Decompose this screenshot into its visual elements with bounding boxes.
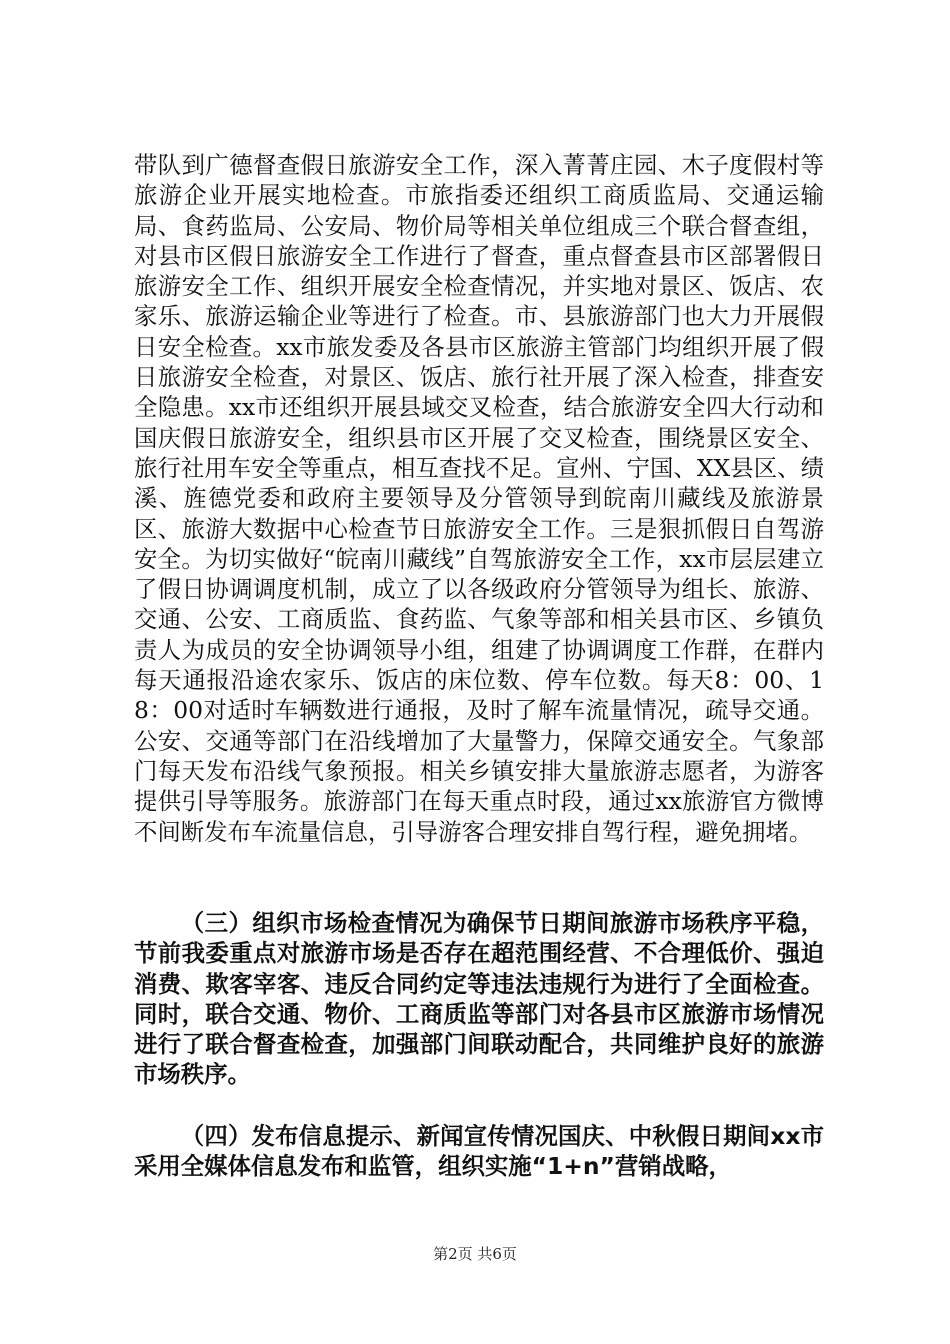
body-paragraph-1: 带队到广德督查假日旅游安全工作，深入菁菁庄园、木子度假村等旅游企业开展实地检查。市旅指委还组织工商质监局、交通运输局、食药监局、公安局、物价局等相关单位组成三个联合督查组，对县市区假日旅游安全工作进行了督查，重点督查县市区部署假日旅游安全工作、组织开展安全检查情况，并实地对景区、饭店、农家乐、旅游运输企业等进行了检查。市、县旅游部门也大力开展假日安全检查。xx市旅发委及各县市区旅游主管部门均组织开展了假日旅游安全检查，对景区、饭店、旅行社开展了深入检查，排查安全隐患。xx市还组织开展县域交叉检查，结合旅游安全四大行动和国庆假日旅游安全，组织县市区开展了交叉检查，围绕景区安全、旅行社用车安全等重点，相互查找不足。宣州、宁国、XX县区、绩溪、旌德党委和政府主要领导及分管领导到皖南川藏线及旅游景区、旅游大数据中心检查节日旅游安全工作。三是狠抓假日自驾游安全。为切实做好“皖南川藏线”自驾旅游安全工作，xx市层层建立了假日协调调度机制，成立了以各级政府分管领导为组长、旅游、交通、公安、工商质监、食药监、气象等部和相关县市区、乡镇负责人为成员的安全协调领导小组，组建了协调调度工作群，在群内每天通报沿途农家乐、饭店的床位数、停车位数。每天8：00、18：00对适时车辆数进行通报，及时了解车流量情况，疏导交通。公安、交通等部门在沿线增加了大量警力，保障交通安全。气象部门每天发布沿线气象预报。相关乡镇安排大量旅游志愿者，为游客提供引导等服务。旅游部门在每天重点时段，通过xx旅游官方微博不间断发布车流量信息，引导游客合理安排自驾行程，避免拥堵。: [134, 151, 824, 846]
page-number-footer: 第2页 共6页: [433, 1245, 517, 1263]
section-paragraph-4: （四）发布信息提示、新闻宣传情况国庆、中秋假日期间xx市采用全媒体信息发布和监管，组织实施“1+n”营销战略，: [134, 1122, 824, 1181]
section-paragraph-3: （三）组织市场检查情况为确保节日期间旅游市场秩序平稳，节前我委重点对旅游市场是否存在超范围经营、不合理低价、强迫消费、欺客宰客、违反合同约定等违法违规行为进行了全面检查。同时，联合交通、物价、工商质监等部门对各县市区旅游市场情况进行了联合督查检查，加强部门间联动配合，共同维护良好的旅游市场秩序。: [134, 909, 824, 1089]
